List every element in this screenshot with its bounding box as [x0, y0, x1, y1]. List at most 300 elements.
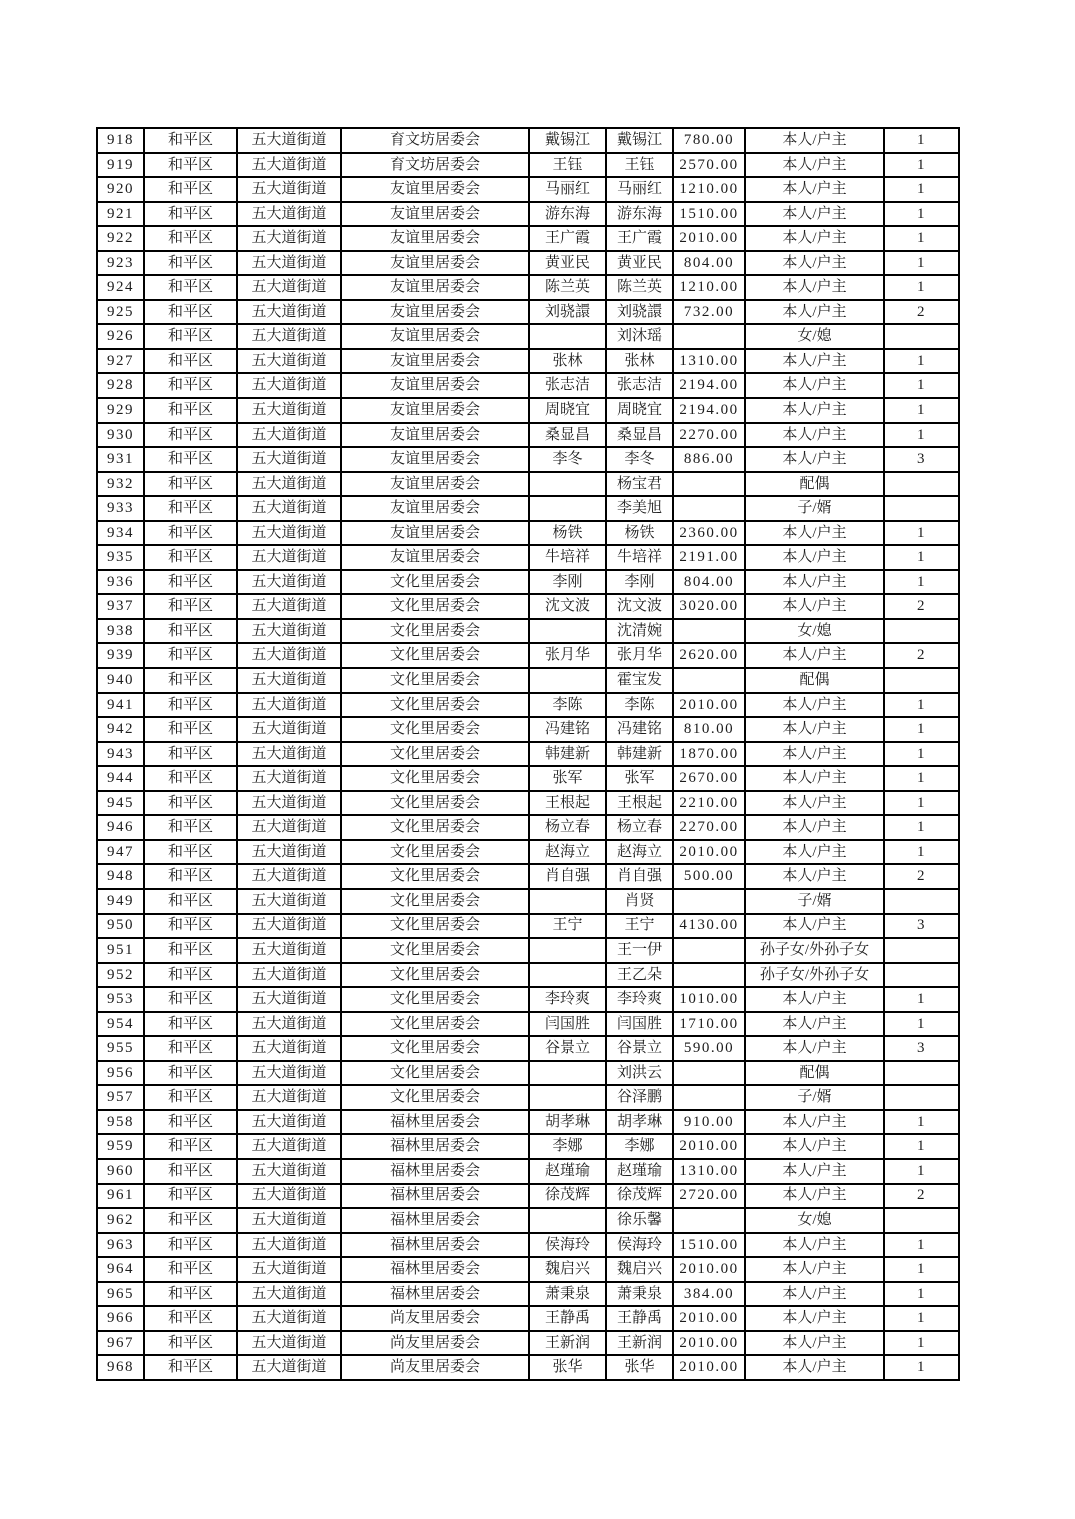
- table-row: [97, 153, 959, 178]
- cell-household-count: 1: [884, 791, 959, 816]
- cell-seq: 929: [97, 398, 144, 423]
- cell-householder-name: 刘骁譞: [529, 300, 606, 325]
- cell-householder-name: 赵海立: [529, 840, 606, 865]
- cell-householder-name: 桑显昌: [529, 423, 606, 448]
- cell-street: 五大道街道: [237, 545, 341, 570]
- cell-seq: 957: [97, 1085, 144, 1110]
- cell-amount: [673, 472, 745, 497]
- cell-district: 和平区: [144, 275, 237, 300]
- cell-street: 五大道街道: [237, 1061, 341, 1086]
- cell-committee: 文化里居委会: [341, 619, 529, 644]
- cell-seq: 961: [97, 1184, 144, 1209]
- cell-household-count: 1: [884, 202, 959, 227]
- cell-relation: 女/媳: [745, 324, 884, 349]
- table-row: [97, 987, 959, 1012]
- cell-street: 五大道街道: [237, 1159, 341, 1184]
- cell-household-count: [884, 324, 959, 349]
- table-row: [97, 324, 959, 349]
- cell-relation: 本人/户主: [745, 398, 884, 423]
- cell-householder-name: [529, 938, 606, 963]
- cell-relation: 本人/户主: [745, 643, 884, 668]
- cell-member-name: 王乙朵: [606, 963, 673, 988]
- table-row: [97, 472, 959, 497]
- cell-household-count: 1: [884, 717, 959, 742]
- cell-member-name: 王广霞: [606, 226, 673, 251]
- cell-householder-name: [529, 1085, 606, 1110]
- cell-street: 五大道街道: [237, 177, 341, 202]
- cell-street: 五大道街道: [237, 1306, 341, 1331]
- table-row: [97, 398, 959, 423]
- cell-household-count: 2: [884, 594, 959, 619]
- cell-relation: 本人/户主: [745, 202, 884, 227]
- cell-seq: 927: [97, 349, 144, 374]
- table-row: [97, 1110, 959, 1135]
- cell-relation: 本人/户主: [745, 914, 884, 939]
- cell-street: 五大道街道: [237, 840, 341, 865]
- cell-household-count: 1: [884, 742, 959, 767]
- cell-householder-name: 李玲爽: [529, 987, 606, 1012]
- table-row: [97, 693, 959, 718]
- cell-amount: 2191.00: [673, 545, 745, 570]
- table-row: [97, 938, 959, 963]
- cell-seq: 948: [97, 864, 144, 889]
- cell-amount: 2620.00: [673, 643, 745, 668]
- cell-amount: [673, 963, 745, 988]
- cell-householder-name: 王宁: [529, 914, 606, 939]
- cell-member-name: 沈清婉: [606, 619, 673, 644]
- cell-relation: 本人/户主: [745, 1257, 884, 1282]
- cell-committee: 福林里居委会: [341, 1134, 529, 1159]
- table-row: [97, 1159, 959, 1184]
- cell-street: 五大道街道: [237, 496, 341, 521]
- cell-member-name: 戴锡江: [606, 128, 673, 153]
- cell-member-name: 沈文波: [606, 594, 673, 619]
- cell-committee: 文化里居委会: [341, 840, 529, 865]
- cell-householder-name: 张林: [529, 349, 606, 374]
- table-row: [97, 742, 959, 767]
- cell-seq: 966: [97, 1306, 144, 1331]
- cell-district: 和平区: [144, 1085, 237, 1110]
- cell-household-count: [884, 938, 959, 963]
- cell-street: 五大道街道: [237, 1233, 341, 1258]
- cell-relation: 子/婿: [745, 496, 884, 521]
- cell-street: 五大道街道: [237, 472, 341, 497]
- cell-district: 和平区: [144, 1036, 237, 1061]
- cell-street: 五大道街道: [237, 226, 341, 251]
- cell-member-name: 张月华: [606, 643, 673, 668]
- cell-amount: 3020.00: [673, 594, 745, 619]
- cell-member-name: 韩建新: [606, 742, 673, 767]
- table-row: [97, 373, 959, 398]
- cell-member-name: 杨立春: [606, 815, 673, 840]
- cell-member-name: 萧秉泉: [606, 1282, 673, 1307]
- cell-committee: 友谊里居委会: [341, 324, 529, 349]
- cell-seq: 934: [97, 521, 144, 546]
- cell-district: 和平区: [144, 472, 237, 497]
- cell-household-count: 2: [884, 643, 959, 668]
- cell-amount: 910.00: [673, 1110, 745, 1135]
- cell-householder-name: 王静禹: [529, 1306, 606, 1331]
- cell-amount: 2194.00: [673, 373, 745, 398]
- cell-amount: [673, 1208, 745, 1233]
- cell-district: 和平区: [144, 202, 237, 227]
- cell-household-count: [884, 1085, 959, 1110]
- cell-seq: 922: [97, 226, 144, 251]
- cell-member-name: 刘洪云: [606, 1061, 673, 1086]
- cell-committee: 文化里居委会: [341, 889, 529, 914]
- cell-district: 和平区: [144, 1110, 237, 1135]
- cell-committee: 文化里居委会: [341, 594, 529, 619]
- cell-household-count: 3: [884, 447, 959, 472]
- cell-household-count: [884, 619, 959, 644]
- cell-member-name: 张林: [606, 349, 673, 374]
- cell-relation: 配偶: [745, 668, 884, 693]
- cell-committee: 文化里居委会: [341, 643, 529, 668]
- cell-amount: 1210.00: [673, 275, 745, 300]
- cell-district: 和平区: [144, 349, 237, 374]
- cell-member-name: 刘骁譞: [606, 300, 673, 325]
- cell-street: 五大道街道: [237, 1012, 341, 1037]
- cell-member-name: 徐茂辉: [606, 1184, 673, 1209]
- cell-relation: 本人/户主: [745, 1110, 884, 1135]
- cell-amount: [673, 668, 745, 693]
- cell-street: 五大道街道: [237, 1085, 341, 1110]
- cell-street: 五大道街道: [237, 938, 341, 963]
- cell-member-name: 王宁: [606, 914, 673, 939]
- cell-member-name: 魏启兴: [606, 1257, 673, 1282]
- cell-household-count: 1: [884, 398, 959, 423]
- cell-seq: 963: [97, 1233, 144, 1258]
- cell-committee: 福林里居委会: [341, 1208, 529, 1233]
- table-row: [97, 521, 959, 546]
- cell-committee: 文化里居委会: [341, 963, 529, 988]
- table-row: [97, 1184, 959, 1209]
- cell-household-count: [884, 668, 959, 693]
- cell-relation: 本人/户主: [745, 1355, 884, 1380]
- cell-member-name: 张华: [606, 1355, 673, 1380]
- cell-seq: 968: [97, 1355, 144, 1380]
- cell-relation: 孙子女/外孙子女: [745, 938, 884, 963]
- table-row: [97, 643, 959, 668]
- cell-district: 和平区: [144, 226, 237, 251]
- cell-seq: 943: [97, 742, 144, 767]
- resident-subsidy-table: [96, 127, 960, 1381]
- cell-amount: 1870.00: [673, 742, 745, 767]
- table-row: [97, 1036, 959, 1061]
- table-row: [97, 791, 959, 816]
- cell-seq: 941: [97, 693, 144, 718]
- cell-district: 和平区: [144, 1233, 237, 1258]
- cell-member-name: 黄亚民: [606, 251, 673, 276]
- cell-member-name: 刘沐瑶: [606, 324, 673, 349]
- cell-seq: 958: [97, 1110, 144, 1135]
- cell-street: 五大道街道: [237, 864, 341, 889]
- cell-relation: 本人/户主: [745, 815, 884, 840]
- cell-committee: 福林里居委会: [341, 1257, 529, 1282]
- cell-district: 和平区: [144, 864, 237, 889]
- cell-household-count: 1: [884, 1257, 959, 1282]
- cell-householder-name: 闫国胜: [529, 1012, 606, 1037]
- cell-district: 和平区: [144, 693, 237, 718]
- cell-committee: 文化里居委会: [341, 766, 529, 791]
- cell-district: 和平区: [144, 717, 237, 742]
- cell-seq: 952: [97, 963, 144, 988]
- cell-householder-name: [529, 963, 606, 988]
- cell-street: 五大道街道: [237, 153, 341, 178]
- cell-household-count: [884, 1208, 959, 1233]
- cell-relation: 本人/户主: [745, 177, 884, 202]
- cell-relation: 本人/户主: [745, 594, 884, 619]
- cell-committee: 文化里居委会: [341, 668, 529, 693]
- cell-district: 和平区: [144, 914, 237, 939]
- cell-street: 五大道街道: [237, 570, 341, 595]
- cell-householder-name: 韩建新: [529, 742, 606, 767]
- cell-committee: 育文坊居委会: [341, 153, 529, 178]
- cell-relation: 本人/户主: [745, 742, 884, 767]
- cell-amount: 2194.00: [673, 398, 745, 423]
- cell-household-count: 1: [884, 1159, 959, 1184]
- cell-relation: 本人/户主: [745, 423, 884, 448]
- cell-relation: 本人/户主: [745, 153, 884, 178]
- cell-household-count: 1: [884, 545, 959, 570]
- cell-seq: 928: [97, 373, 144, 398]
- table-row: [97, 1282, 959, 1307]
- cell-committee: 育文坊居委会: [341, 128, 529, 153]
- cell-amount: 2010.00: [673, 693, 745, 718]
- cell-district: 和平区: [144, 496, 237, 521]
- cell-district: 和平区: [144, 791, 237, 816]
- cell-relation: 本人/户主: [745, 1134, 884, 1159]
- table-row: [97, 1208, 959, 1233]
- cell-household-count: 1: [884, 1134, 959, 1159]
- table-row: [97, 251, 959, 276]
- cell-amount: 780.00: [673, 128, 745, 153]
- table-row: [97, 423, 959, 448]
- cell-district: 和平区: [144, 1282, 237, 1307]
- cell-committee: 友谊里居委会: [341, 373, 529, 398]
- cell-district: 和平区: [144, 251, 237, 276]
- cell-member-name: 李冬: [606, 447, 673, 472]
- cell-seq: 919: [97, 153, 144, 178]
- cell-householder-name: 侯海玲: [529, 1233, 606, 1258]
- cell-household-count: 1: [884, 840, 959, 865]
- cell-street: 五大道街道: [237, 668, 341, 693]
- cell-householder-name: [529, 472, 606, 497]
- cell-householder-name: [529, 889, 606, 914]
- cell-household-count: 1: [884, 521, 959, 546]
- cell-amount: 810.00: [673, 717, 745, 742]
- table-row: [97, 815, 959, 840]
- cell-committee: 文化里居委会: [341, 742, 529, 767]
- cell-household-count: 2: [884, 1184, 959, 1209]
- cell-amount: 1310.00: [673, 349, 745, 374]
- cell-household-count: 1: [884, 275, 959, 300]
- cell-street: 五大道街道: [237, 1110, 341, 1135]
- cell-relation: 本人/户主: [745, 791, 884, 816]
- cell-member-name: 周晓宜: [606, 398, 673, 423]
- cell-member-name: 赵海立: [606, 840, 673, 865]
- cell-committee: 福林里居委会: [341, 1233, 529, 1258]
- table-row: [97, 594, 959, 619]
- cell-member-name: 王根起: [606, 791, 673, 816]
- cell-street: 五大道街道: [237, 1184, 341, 1209]
- cell-member-name: 徐乐馨: [606, 1208, 673, 1233]
- cell-amount: 500.00: [673, 864, 745, 889]
- cell-seq: 935: [97, 545, 144, 570]
- cell-relation: 本人/户主: [745, 840, 884, 865]
- cell-amount: 804.00: [673, 570, 745, 595]
- cell-district: 和平区: [144, 1208, 237, 1233]
- cell-member-name: 陈兰英: [606, 275, 673, 300]
- cell-seq: 959: [97, 1134, 144, 1159]
- cell-street: 五大道街道: [237, 1331, 341, 1356]
- cell-street: 五大道街道: [237, 693, 341, 718]
- cell-member-name: 侯海玲: [606, 1233, 673, 1258]
- cell-district: 和平区: [144, 742, 237, 767]
- cell-household-count: 1: [884, 349, 959, 374]
- cell-committee: 文化里居委会: [341, 1036, 529, 1061]
- cell-householder-name: 杨铁: [529, 521, 606, 546]
- cell-amount: 2210.00: [673, 791, 745, 816]
- table-row: [97, 717, 959, 742]
- cell-amount: 2010.00: [673, 1331, 745, 1356]
- cell-householder-name: 陈兰英: [529, 275, 606, 300]
- cell-committee: 友谊里居委会: [341, 496, 529, 521]
- cell-member-name: 冯建铭: [606, 717, 673, 742]
- cell-seq: 930: [97, 423, 144, 448]
- cell-seq: 944: [97, 766, 144, 791]
- cell-committee: 福林里居委会: [341, 1184, 529, 1209]
- cell-household-count: 1: [884, 423, 959, 448]
- cell-amount: [673, 938, 745, 963]
- cell-household-count: [884, 496, 959, 521]
- cell-district: 和平区: [144, 1012, 237, 1037]
- cell-committee: 文化里居委会: [341, 1061, 529, 1086]
- cell-street: 五大道街道: [237, 1257, 341, 1282]
- cell-seq: 926: [97, 324, 144, 349]
- cell-member-name: 王静禹: [606, 1306, 673, 1331]
- cell-relation: 女/媳: [745, 1208, 884, 1233]
- cell-street: 五大道街道: [237, 742, 341, 767]
- cell-committee: 友谊里居委会: [341, 226, 529, 251]
- cell-relation: 本人/户主: [745, 1036, 884, 1061]
- cell-seq: 950: [97, 914, 144, 939]
- cell-amount: 4130.00: [673, 914, 745, 939]
- table-row: [97, 840, 959, 865]
- cell-street: 五大道街道: [237, 987, 341, 1012]
- cell-amount: 886.00: [673, 447, 745, 472]
- cell-relation: 本人/户主: [745, 1282, 884, 1307]
- cell-relation: 本人/户主: [745, 766, 884, 791]
- cell-relation: 配偶: [745, 1061, 884, 1086]
- cell-district: 和平区: [144, 815, 237, 840]
- cell-householder-name: [529, 324, 606, 349]
- cell-householder-name: 徐茂辉: [529, 1184, 606, 1209]
- cell-committee: 福林里居委会: [341, 1282, 529, 1307]
- cell-householder-name: 张志洁: [529, 373, 606, 398]
- cell-member-name: 桑显昌: [606, 423, 673, 448]
- cell-relation: 本人/户主: [745, 1331, 884, 1356]
- cell-household-count: 3: [884, 914, 959, 939]
- cell-district: 和平区: [144, 1134, 237, 1159]
- cell-amount: [673, 324, 745, 349]
- cell-relation: 本人/户主: [745, 570, 884, 595]
- cell-street: 五大道街道: [237, 717, 341, 742]
- table-row: [97, 226, 959, 251]
- cell-member-name: 肖自强: [606, 864, 673, 889]
- table-row: [97, 668, 959, 693]
- cell-seq: 964: [97, 1257, 144, 1282]
- table-row: [97, 1061, 959, 1086]
- cell-amount: 1510.00: [673, 202, 745, 227]
- cell-street: 五大道街道: [237, 1208, 341, 1233]
- cell-household-count: 1: [884, 766, 959, 791]
- cell-seq: 949: [97, 889, 144, 914]
- cell-relation: 本人/户主: [745, 226, 884, 251]
- cell-seq: 921: [97, 202, 144, 227]
- cell-householder-name: 黄亚民: [529, 251, 606, 276]
- table-row: [97, 889, 959, 914]
- cell-seq: 918: [97, 128, 144, 153]
- cell-relation: 本人/户主: [745, 447, 884, 472]
- cell-district: 和平区: [144, 398, 237, 423]
- cell-committee: 文化里居委会: [341, 864, 529, 889]
- cell-seq: 947: [97, 840, 144, 865]
- cell-householder-name: 王根起: [529, 791, 606, 816]
- cell-district: 和平区: [144, 545, 237, 570]
- cell-relation: 本人/户主: [745, 864, 884, 889]
- cell-relation: 本人/户主: [745, 545, 884, 570]
- cell-household-count: 1: [884, 1331, 959, 1356]
- table-row: [97, 496, 959, 521]
- cell-seq: 924: [97, 275, 144, 300]
- cell-district: 和平区: [144, 1331, 237, 1356]
- cell-committee: 福林里居委会: [341, 1159, 529, 1184]
- cell-relation: 本人/户主: [745, 521, 884, 546]
- cell-committee: 友谊里居委会: [341, 300, 529, 325]
- cell-seq: 938: [97, 619, 144, 644]
- cell-household-count: 1: [884, 987, 959, 1012]
- cell-householder-name: [529, 496, 606, 521]
- table-row: [97, 1085, 959, 1110]
- cell-amount: 2270.00: [673, 815, 745, 840]
- cell-committee: 友谊里居委会: [341, 545, 529, 570]
- cell-householder-name: 杨立春: [529, 815, 606, 840]
- cell-householder-name: 牛培祥: [529, 545, 606, 570]
- cell-member-name: 李陈: [606, 693, 673, 718]
- cell-seq: 933: [97, 496, 144, 521]
- cell-committee: 尚友里居委会: [341, 1355, 529, 1380]
- cell-amount: 2720.00: [673, 1184, 745, 1209]
- cell-street: 五大道街道: [237, 594, 341, 619]
- cell-street: 五大道街道: [237, 766, 341, 791]
- table-row: [97, 1134, 959, 1159]
- cell-seq: 953: [97, 987, 144, 1012]
- cell-member-name: 王一伊: [606, 938, 673, 963]
- cell-district: 和平区: [144, 643, 237, 668]
- table-row: [97, 545, 959, 570]
- table-row: [97, 570, 959, 595]
- cell-seq: 954: [97, 1012, 144, 1037]
- cell-relation: 本人/户主: [745, 693, 884, 718]
- cell-street: 五大道街道: [237, 398, 341, 423]
- cell-householder-name: [529, 668, 606, 693]
- cell-member-name: 谷泽鹏: [606, 1085, 673, 1110]
- cell-relation: 本人/户主: [745, 1184, 884, 1209]
- cell-street: 五大道街道: [237, 815, 341, 840]
- cell-member-name: 赵瑾瑜: [606, 1159, 673, 1184]
- cell-household-count: 2: [884, 864, 959, 889]
